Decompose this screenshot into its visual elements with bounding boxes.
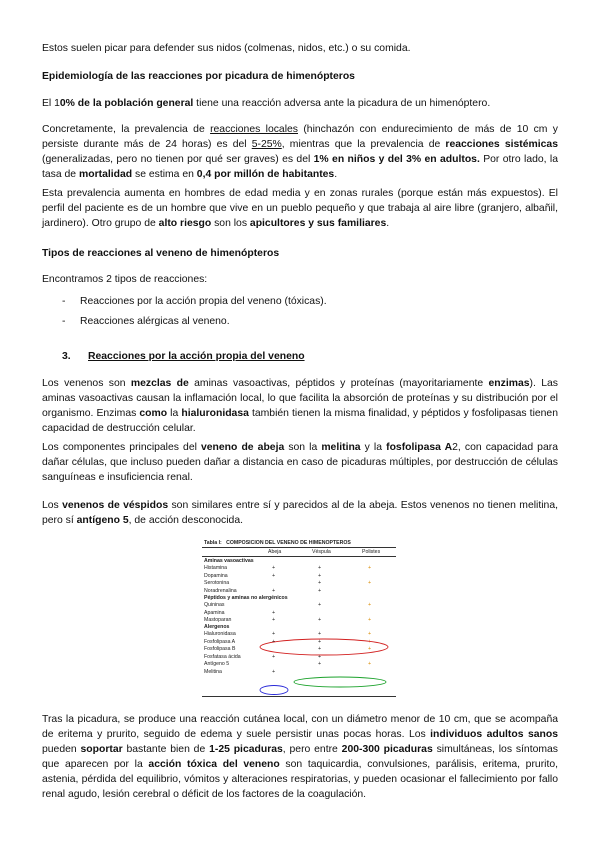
table-cell-mark: +: [272, 653, 276, 660]
table-row-label: Mastoparan: [204, 617, 232, 624]
table-cell-mark: +: [272, 609, 276, 616]
table-cell-mark: +: [272, 617, 276, 624]
paragraph-mezclas: Los venenos son mezclas de aminas vasoactivas, péptidos y proteínas (mayoritariamente enzimas). Las aminas vasoactivas causan la inflamación local, lo que facilita la absorción de proteínas y su distribución por el organismo. Enzimas como la hialuronidasa también tienen la misma finalidad, y péptidos y fosfolipasas tienen capacidad de destrucción celular.: [42, 378, 558, 434]
table-cell-mark: +: [272, 565, 276, 571]
table-cell-mark: +: [272, 631, 276, 637]
paragraph-perfil-paciente: Esta prevalencia aumenta en hombres de edad media y en zonas rurales (porque están más expuestos). El perfil del paciente es de un hombre que vive en un pueblo pequeño y que trabaja al aire libre (granjero, albañil, jardinero). Otro grupo de alto riesgo son los apicultores y sus familiares.: [42, 188, 558, 229]
table-cell-mark: +: [318, 638, 322, 645]
table-cell-mark: +: [272, 669, 276, 675]
table-row-label: Apamina: [204, 609, 225, 616]
table-row-label: Serotonina: [204, 580, 230, 587]
column-header-polistes: Polistes: [362, 549, 381, 555]
table-row-label: Antígeno 5: [204, 661, 230, 668]
paragraph-veneno-abeja: Los componentes principales del veneno de abeja son la melitina y la fosfolipasa A2, con capacidad para dañar células, que incluso pueden dañar a distancia en caso de picaduras múltiples, por destrucción de células sanguíneas e insuficiencia renal.: [42, 442, 558, 483]
table-highlight-annotations: [202, 540, 396, 698]
table-cell-mark: +: [272, 587, 276, 594]
table-cell-mark: +: [318, 617, 322, 624]
green-highlight-ellipse: [294, 677, 386, 687]
paragraph-dos-tipos: Encontramos 2 tipos de reacciones:: [42, 274, 208, 285]
table-rule: [202, 696, 396, 697]
table-cell-mark: +: [318, 565, 322, 571]
column-header-abeja: Abeja: [268, 549, 282, 555]
table-cell-mark: +: [368, 580, 372, 587]
table-cell-mark: +: [318, 602, 322, 608]
table-row-label: Hialuronidasa: [204, 631, 236, 637]
table-cell-mark: +: [368, 646, 372, 653]
table-cell-mark: +: [368, 631, 372, 637]
table-row-label: Quininas: [204, 602, 225, 608]
table-cell-mark: +: [368, 638, 372, 645]
table-title: Tabla I: COMPOSICION DEL VENENO DE HIMENOPTEROS: [204, 540, 351, 546]
column-header-vespula: Véspula: [312, 549, 331, 555]
intro-paragraph: Estos suelen picar para defender sus nidos (colmenas, nidos, etc.) o su comida.: [42, 43, 411, 54]
table-cell-mark: +: [318, 646, 322, 653]
table-cell-mark: +: [318, 661, 322, 668]
table-row-label: Fosfolipasa A: [204, 638, 236, 645]
table-group-label: Alergenos: [204, 624, 230, 630]
table-cell-mark: +: [272, 638, 276, 645]
table-group-label: Péptidos y aminas no alergénicos: [204, 595, 288, 601]
paragraph-prevalencia-general: El 10% de la población general tiene una reacción adversa ante la picadura de un himenóptero.: [42, 98, 491, 109]
table-cell-mark: +: [318, 587, 322, 594]
table-row-label: Histamina: [204, 565, 228, 571]
table-cell-mark: +: [368, 565, 372, 571]
table-row-label: Melitina: [204, 669, 222, 675]
red-highlight-ellipse: [260, 639, 388, 655]
table-row-label: Fosfatasa ácida: [204, 653, 241, 660]
composition-table-figure: [202, 540, 396, 698]
table-cell-mark: +: [318, 653, 322, 660]
paragraph-prevalencia-reacciones: Concretamente, la prevalencia de reacciones locales (hinchazón con endurecimiento de más de 10 cm y persiste durante más de 24 horas) es del 5-25%, mientras que la prevalencia de reacciones sistémicas (generalizadas, pero no tienen por qué ser graves) es del 1% en niños y del 3% en adultos. Por otro lado, la tasa de mortalidad se estima en 0,4 por millón de habitantes.: [42, 124, 559, 180]
table-row-label: Fosfolipasa B: [204, 646, 236, 653]
paragraph-vespidos: Los venenos de véspidos son similares entre sí y parecidos al de la abeja. Estos venenos no tienen melitina, pero sí antígeno 5, de acción desconocida.: [42, 500, 558, 526]
paragraph-tras-picadura: Tras la picadura, se produce una reacción cutánea local, con un diámetro menor de 10 cm, que se acompaña de eritema y prurito, seguido de edema y suele persistir unas pocas horas. Los individuos adultos sanos pueden soportar bastante bien de 1-25 picaduras, pero entre 200-300 picaduras simultáneas, los síntomas que aparecen por la acción tóxica del veneno son taquicardia, convulsiones, parálisis, eritema, prurito, astenia, pérdida del equilibrio, vómitos y alteraciones respiratorias, y pueden ocasionar el fallecimiento por fallo renal agudo, lesión cerebral o déficit de los factores de la coagulación.: [42, 714, 559, 800]
blue-highlight-ellipse: [260, 686, 288, 695]
heading-tipos-reacciones: Tipos de reacciones al veneno de himenópteros: [42, 248, 280, 259]
table-cell-mark: +: [368, 661, 372, 668]
list-item: - Reacciones por la acción propia del veneno (tóxicas).: [62, 296, 327, 307]
table-row-label: Dopamina: [204, 572, 228, 579]
table-row-label: Noradrenalina: [204, 587, 237, 594]
table-cell-mark: +: [368, 602, 372, 608]
table-cell-mark: +: [368, 617, 372, 624]
table-cell-mark: +: [318, 631, 322, 637]
table-cell-mark: +: [318, 580, 322, 587]
table-cell-mark: +: [272, 572, 276, 579]
table-cell-mark: +: [318, 572, 322, 579]
table-group-label: Aminas vasoactivas: [204, 558, 254, 564]
section-heading-3: 3. Reacciones por la acción propia del veneno: [62, 351, 305, 362]
heading-epidemiologia: Epidemiología de las reacciones por picadura de himenópteros: [42, 71, 355, 82]
list-item: - Reacciones alérgicas al veneno.: [62, 316, 230, 327]
